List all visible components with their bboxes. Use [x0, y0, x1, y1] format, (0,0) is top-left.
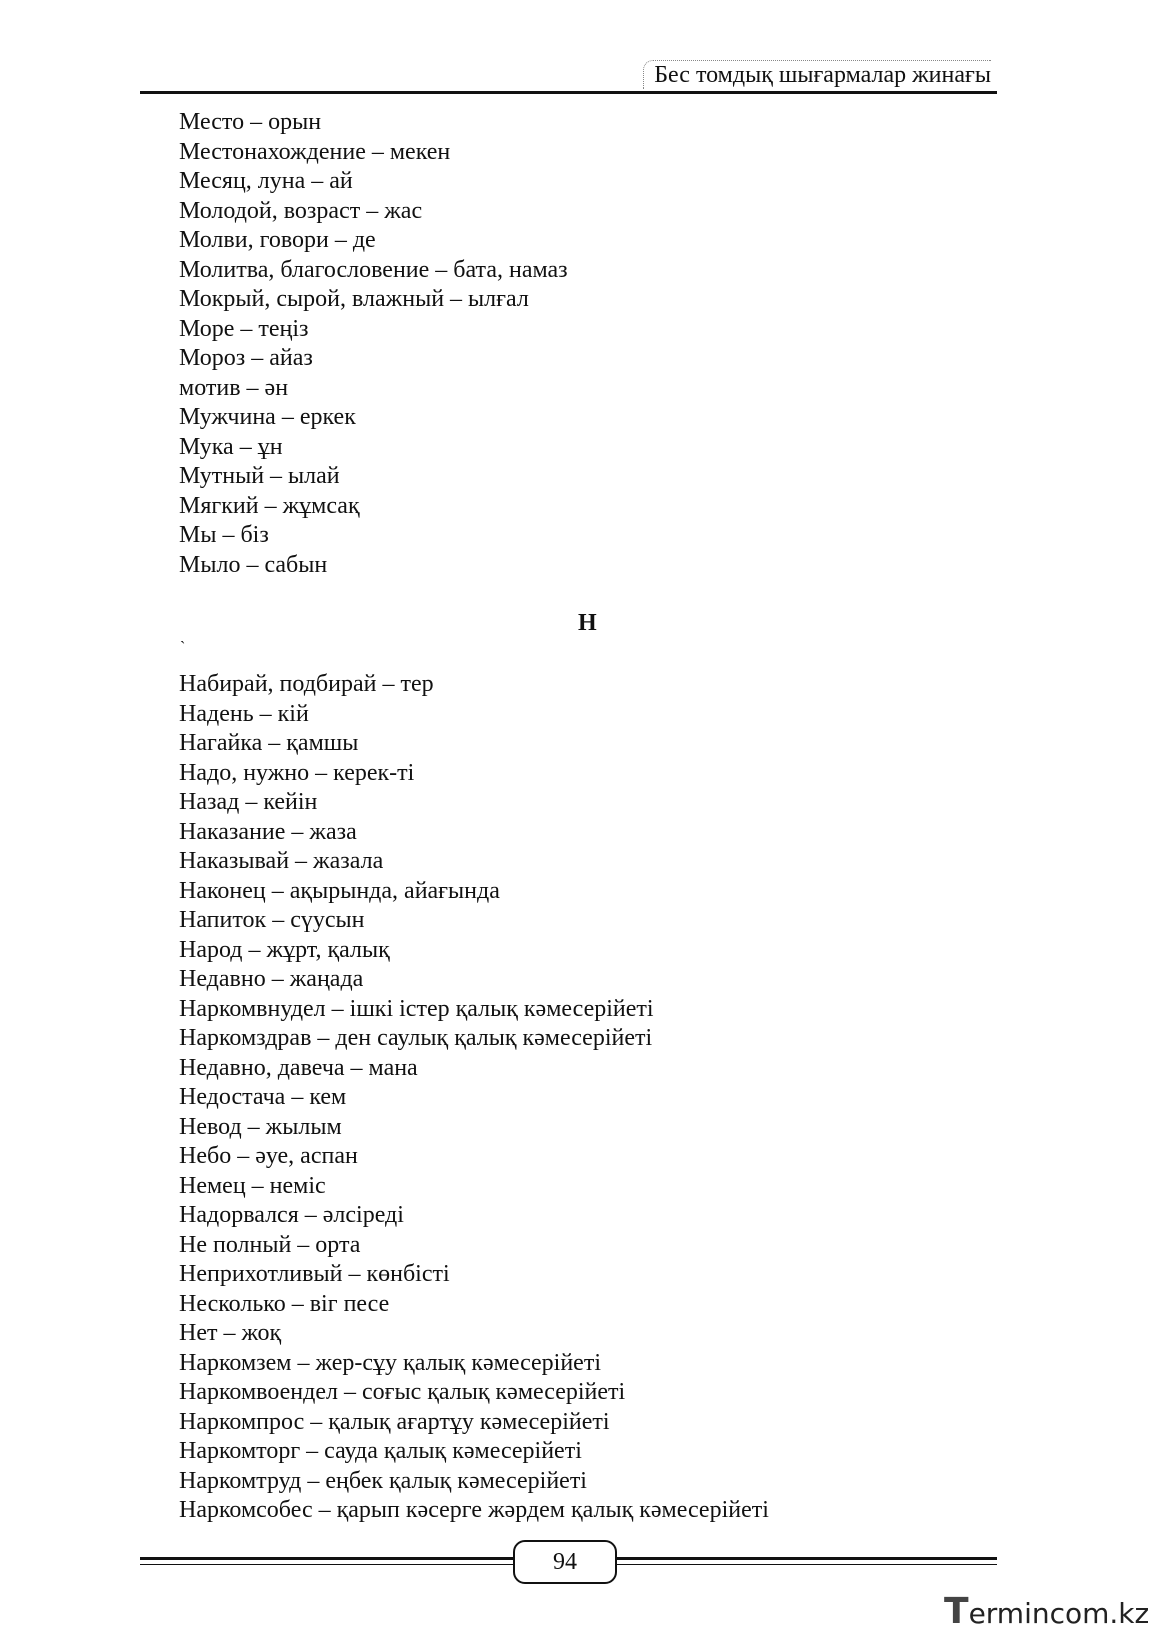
dictionary-entry: Наркомтруд – еңбек қалық кəмесерійеті [179, 1467, 587, 1494]
dictionary-entry: Надо, нужно – керек-ті [179, 759, 415, 786]
dictionary-entry: Нет – жоқ [179, 1320, 282, 1346]
dictionary-entry: Невод – жылым [179, 1113, 342, 1140]
dictionary-entry: Молитва, благословение – бата, намаз [179, 256, 568, 283]
entries-n-list [179, 670, 769, 1526]
dictionary-entry: Надень – кій [179, 700, 309, 727]
dictionary-entry: Место – орын [179, 109, 322, 135]
dictionary-entry: Море – теңіз [179, 315, 309, 342]
stray-mark: ` [180, 639, 186, 656]
dictionary-entry: Неприхотливый – көнбісті [179, 1261, 450, 1287]
watermark-logo [944, 1591, 1150, 1632]
dictionary-entry: Наркомторг – сауда қалық кəмесерійеті [179, 1438, 582, 1464]
dictionary-entry: Наказывай – жазала [179, 848, 384, 874]
dictionary-entry: Мыло – сабын [179, 551, 328, 578]
dictionary-entry: Наркомздрав – ден саулық қалық кəмесерійеті [179, 1025, 653, 1051]
dictionary-entry: Месяц, луна – ай [179, 168, 353, 194]
dictionary-entry: Молви, говори – де [179, 227, 376, 253]
dictionary-entry: Мука – ұн [179, 433, 283, 460]
section-heading-letter: Н [578, 610, 597, 636]
dictionary-entry: Мороз – айаз [179, 345, 313, 371]
dictionary-entry: Недостача – кем [179, 1084, 347, 1110]
dictionary-entry: Мы – біз [179, 522, 269, 548]
dictionary-entry: Надорвался – əлсіреді [179, 1202, 404, 1228]
dictionary-entry: Мягкий – жұмсақ [179, 492, 360, 519]
header-rule [140, 91, 997, 94]
watermark-text: ermincom.kz [968, 1597, 1150, 1630]
dictionary-entry: Напиток – сүусын [179, 907, 365, 933]
dictionary-entry: Назад – кейін [179, 789, 318, 815]
dictionary-entry: Наркомвоендел – соғыс қалық кəмесерійеті [179, 1379, 626, 1405]
page-header [140, 52, 997, 94]
dictionary-entry: Нагайка – қамшы [179, 730, 359, 756]
dictionary-entry: Наконец – ақырында, айағында [179, 877, 500, 904]
dictionary-entry: Наркомсобес – қарып кəсерге жəрдем қалық кəмесерійеті [179, 1497, 769, 1523]
dictionary-entry: Наркомвнудел – ішкі істер қалық кəмесерійеті [179, 995, 654, 1022]
page-number: 94 [513, 1540, 617, 1584]
dictionary-entry: Мокрый, сырой, влажный – ылғал [179, 286, 529, 312]
dictionary-entry: Несколько – віг песе [179, 1290, 390, 1317]
dictionary-entry: Мутный – ылай [179, 463, 340, 489]
dictionary-entry: Набирай, подбирай – тер [179, 671, 434, 697]
dictionary-entry: Народ – жұрт, қалық [179, 936, 390, 963]
dictionary-entry: Недавно – жаңада [179, 966, 364, 992]
dictionary-entry: Небо – əуе, аспан [179, 1143, 358, 1169]
dictionary-entry: Молодой, возраст – жас [179, 197, 423, 224]
dictionary-entry: Наркомзем – жер-сұу қалық кəмесерійеті [179, 1349, 601, 1376]
dictionary-entry: Недавно, давеча – мана [179, 1054, 418, 1081]
dictionary-entry: мотив – əн [179, 374, 289, 401]
dictionary-entry: Не полный – орта [179, 1231, 361, 1258]
dictionary-entry: Местонахождение – мекен [179, 138, 451, 165]
page-footer [140, 1540, 997, 1584]
entries-m-list [179, 108, 568, 580]
dictionary-entry: Наркомпрос – қалық ағартұу кəмесерійеті [179, 1408, 610, 1435]
dictionary-entry: Мужчина – еркек [179, 404, 356, 430]
watermark-initial: T [944, 1591, 969, 1632]
dictionary-entry: Немец – неміс [179, 1172, 326, 1199]
dictionary-entry: Наказание – жаза [179, 818, 357, 845]
running-title: Бес томдық шығармалар жинағы [643, 60, 991, 89]
